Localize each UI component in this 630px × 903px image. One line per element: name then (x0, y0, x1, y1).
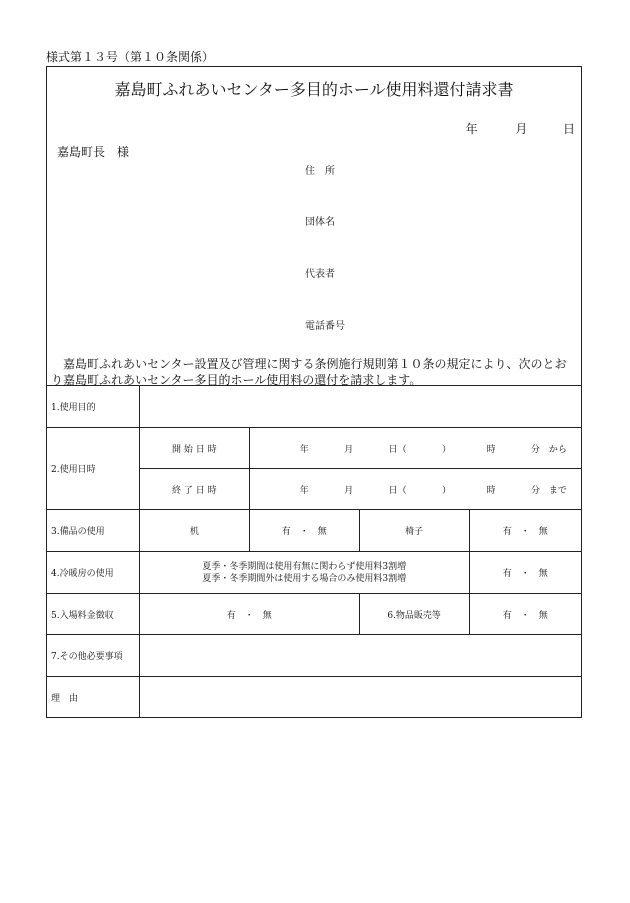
sales-label: 6.物品販売等 (359, 594, 469, 635)
other-field[interactable] (139, 635, 581, 677)
request-statement: 嘉島町ふれあいセンター設置及び管理に関する条例施行規則第１０条の規定により、次のとおり嘉島町ふれあいセンター多目的ホール使用料の還付を請求します。 (51, 357, 567, 387)
chair-choice[interactable]: 有 ・ 無 (469, 510, 581, 552)
purpose-field[interactable] (139, 386, 581, 428)
start-day-open: 日（ (388, 444, 407, 455)
purpose-row (47, 386, 581, 428)
equipment-row (47, 510, 581, 552)
end-until: まで (548, 485, 567, 496)
end-hour: 時 (486, 485, 496, 496)
purpose-label: 1.使用目的 (47, 386, 139, 428)
period-label: 2.使用日時 (47, 428, 139, 510)
start-from: から (548, 444, 567, 455)
start-datetime-row (47, 428, 581, 469)
equipment-label: 3.備品の使用 (47, 510, 139, 552)
address-label: 住 所 (305, 166, 335, 177)
form-title: 嘉島町ふれあいセンター多目的ホール使用料還付請求書 (114, 80, 514, 99)
reason-row (47, 677, 581, 718)
end-minute: 分 (530, 485, 540, 496)
addressee: 嘉島町長 様 (57, 145, 130, 159)
start-day-close: ） (442, 444, 452, 455)
admission-row (47, 594, 581, 635)
group-label: 団体名 (305, 217, 335, 228)
phone-label: 電話番号 (305, 321, 345, 332)
start-datetime-field[interactable] (249, 428, 581, 469)
request-table (47, 385, 581, 718)
end-day-open: 日（ (388, 485, 407, 496)
representative-label: 代表者 (305, 269, 335, 280)
form-frame (46, 66, 582, 718)
reason-field[interactable] (139, 677, 581, 718)
date-day: 日 (562, 122, 575, 136)
reason-label: 理 由 (47, 677, 139, 718)
start-label: 開 始 日 時 (139, 428, 249, 469)
aircon-note-2: 夏季・冬季期間外は使用する場合のみ使用料3割増 (202, 573, 407, 584)
end-day-close: ） (442, 485, 452, 496)
desk-label: 机 (139, 510, 249, 552)
end-label: 終 了 日 時 (139, 469, 249, 510)
end-month: 月 (344, 485, 354, 496)
admission-label: 5.入場料金徴収 (47, 594, 139, 635)
aircon-note-1: 夏季・冬季期間は使用有無に関わらず使用料3割増 (202, 561, 407, 572)
aircon-label: 4.冷暖房の使用 (47, 552, 139, 594)
desk-choice[interactable]: 有 ・ 無 (249, 510, 359, 552)
aircon-note (139, 552, 469, 594)
admission-choice[interactable]: 有 ・ 無 (139, 594, 359, 635)
start-hour: 時 (486, 444, 496, 455)
sales-choice[interactable]: 有 ・ 無 (469, 594, 581, 635)
date-year: 年 (465, 122, 478, 136)
end-datetime-field[interactable] (249, 469, 581, 510)
form-number: 様式第１３号（第１０条関係） (46, 50, 215, 64)
start-month: 月 (344, 444, 354, 455)
request-date (466, 120, 575, 137)
other-label: 7.その他必要事項 (47, 635, 139, 677)
end-year: 年 (299, 485, 309, 496)
start-minute: 分 (530, 444, 540, 455)
other-row (47, 635, 581, 677)
date-month: 月 (515, 122, 528, 136)
chair-label: 椅子 (359, 510, 469, 552)
start-year: 年 (299, 444, 309, 455)
aircon-choice[interactable]: 有 ・ 無 (469, 552, 581, 594)
aircon-row (47, 552, 581, 594)
